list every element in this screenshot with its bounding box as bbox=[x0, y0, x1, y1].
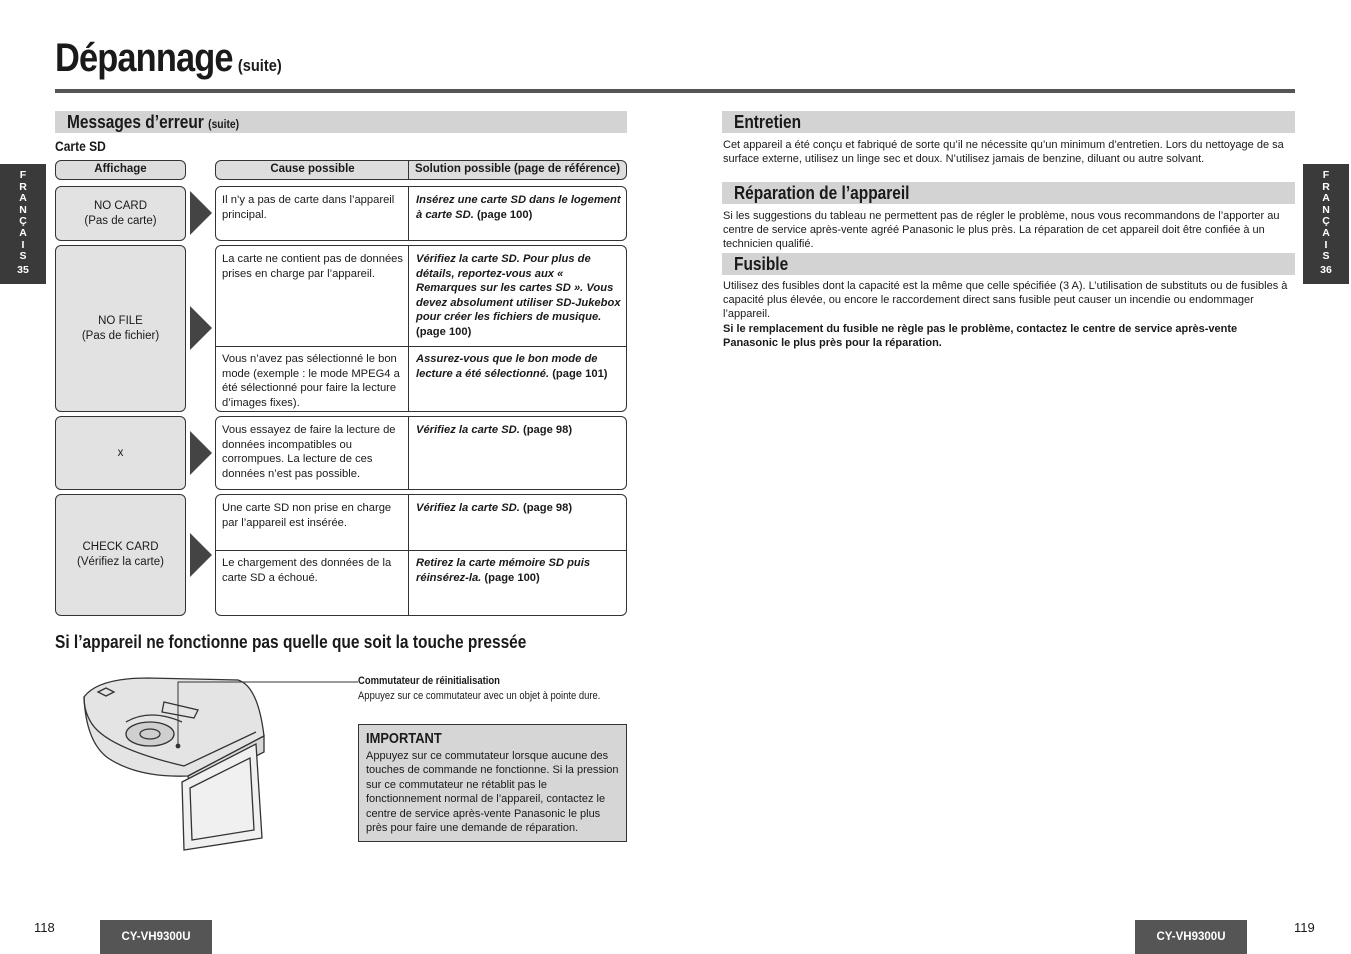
header-cause-solution bbox=[215, 160, 627, 180]
page-number-right: 119 bbox=[1294, 920, 1315, 935]
model-badge-right: CY-VH9300U bbox=[1135, 920, 1247, 954]
solution-text: Vérifiez la carte SD. Pour plus de détails, reportez-vous aux « Remarques sur les cartes SD ». Vous devez absolument utiliser SD-Jukebox pour créer les fichiers de musique. (page 100) bbox=[416, 253, 621, 338]
arrow-icon bbox=[190, 431, 212, 475]
arrow-icon bbox=[190, 306, 212, 350]
tab-page-number: 36 bbox=[1320, 263, 1332, 276]
solution-text: Vérifiez la carte SD. (page 98) bbox=[416, 502, 573, 514]
important-text: Appuyez sur ce commutateur lorsque aucune des touches de commande ne fonctionne. Si la pression sur ce commutateur ne rétablit pas le fonctionnement normal de l’appareil, contactez le centre de service après-vente Panasonic le plus près pour faire une demande de réparation. bbox=[366, 750, 619, 835]
section-error-messages: Messages d’erreur (suite) bbox=[55, 111, 627, 133]
solution-text: Assurez-vous que le bon mode de lecture a été sélectionné. (page 101) bbox=[416, 353, 608, 380]
language-tab-left: F R A N Ç A I S 35 bbox=[0, 164, 46, 284]
important-box bbox=[358, 724, 627, 842]
table-row bbox=[215, 245, 627, 412]
section-fusible: Fusible bbox=[722, 253, 1295, 275]
arrow-icon bbox=[190, 533, 212, 577]
display-x: x bbox=[55, 416, 186, 490]
cause-text: Vous n’avez pas sélectionné le bon mode (exemple : le mode MPEG4 a été sélectionné pour faire la lecture d’images fixes). bbox=[222, 353, 400, 409]
title-rule bbox=[55, 89, 1295, 93]
fusible-bold-text: Si le remplacement du fusible ne règle pas le problème, contactez le centre de service après-vente Panasonic le plus près pour la réparation. bbox=[723, 322, 1238, 349]
page-title: Dépannage (suite) bbox=[55, 36, 282, 80]
entretien-text: Cet appareil a été conçu et fabriqué de sorte qu’il ne nécessite qu’un minimum d’entretien. Lors du nettoyage de sa surface externe, utilisez un linge sec et doux. N’utilisez jamais de benzine, diluant ou autre solvant. bbox=[723, 139, 1284, 166]
cause-text: La carte ne contient pas de données prises en charge par l’appareil. bbox=[222, 253, 403, 280]
section-reparation: Réparation de l’appareil bbox=[722, 182, 1295, 204]
header-cause: Cause possible bbox=[270, 163, 355, 175]
display-check-card: CHECK CARD (Vérifiez la carte) bbox=[55, 494, 186, 616]
reset-switch-callout: Commutateur de réinitialisation Appuyez sur ce commutateur avec un objet à pointe dure. bbox=[358, 675, 601, 702]
subsection-carte-sd: Carte SD bbox=[55, 138, 106, 154]
language-tab-right: F R A N Ç A I S 36 bbox=[1303, 164, 1349, 284]
arrow-icon bbox=[190, 191, 212, 235]
title-suffix: (suite) bbox=[237, 56, 282, 75]
section-entretien: Entretien bbox=[722, 111, 1295, 133]
fusible-text: Utilisez des fusibles dont la capacité est la même que celle spécifiée (3 A). L’utilisation de substituts ou de fusibles à capacité plus élevée, ou encore le raccordement direct sans fusible peut causer un incendie ou endommager l’appareil. Si le remplacement du fusible ne règle pas le problème, contactez le centre de service après-vente Panasonic le plus près pour la réparation. bbox=[723, 279, 1295, 350]
display-no-card: NO CARD (Pas de carte) bbox=[55, 186, 186, 241]
table-row bbox=[215, 494, 627, 616]
table-row bbox=[215, 416, 627, 490]
cause-text: Une carte SD non prise en charge par l’appareil est insérée. bbox=[222, 502, 392, 529]
header-display: Affichage bbox=[55, 160, 186, 180]
solution-text: Insérez une carte SD dans le logement à carte SD. (page 100) bbox=[416, 194, 621, 221]
display-no-file: NO FILE (Pas de fichier) bbox=[55, 245, 186, 412]
solution-text: Vérifiez la carte SD. (page 98) bbox=[416, 424, 573, 436]
cause-text: Le chargement des données de la carte SD a échoué. bbox=[222, 557, 392, 584]
cause-text: Il n’y a pas de carte dans l’appareil principal. bbox=[222, 194, 395, 221]
header-solution: Solution possible (page de référence) bbox=[414, 163, 621, 175]
solution-text: Retirez la carte mémoire SD puis réinsérez-la. (page 100) bbox=[416, 557, 591, 584]
table-row bbox=[215, 186, 627, 241]
cause-text: Vous essayez de faire la lecture de données incompatibles ou corrompues. La lecture de ces données n’est pas possible. bbox=[222, 424, 396, 480]
model-badge-left: CY-VH9300U bbox=[100, 920, 212, 954]
tab-page-number: 35 bbox=[17, 263, 29, 276]
reparation-text: Si les suggestions du tableau ne permettent pas de régler le problème, nous vous recommandons de l’apporter au centre de service après-vente agréé Panasonic le plus près. La réparation de cet appareil doit être confiée à un technicien qualifié. bbox=[723, 210, 1280, 251]
page-number-left: 118 bbox=[34, 920, 55, 935]
important-title: IMPORTANT bbox=[366, 730, 442, 747]
no-function-heading: Si l’appareil ne fonctionne pas quelle que soit la touche pressée bbox=[55, 632, 527, 652]
device-illustration bbox=[78, 672, 360, 852]
